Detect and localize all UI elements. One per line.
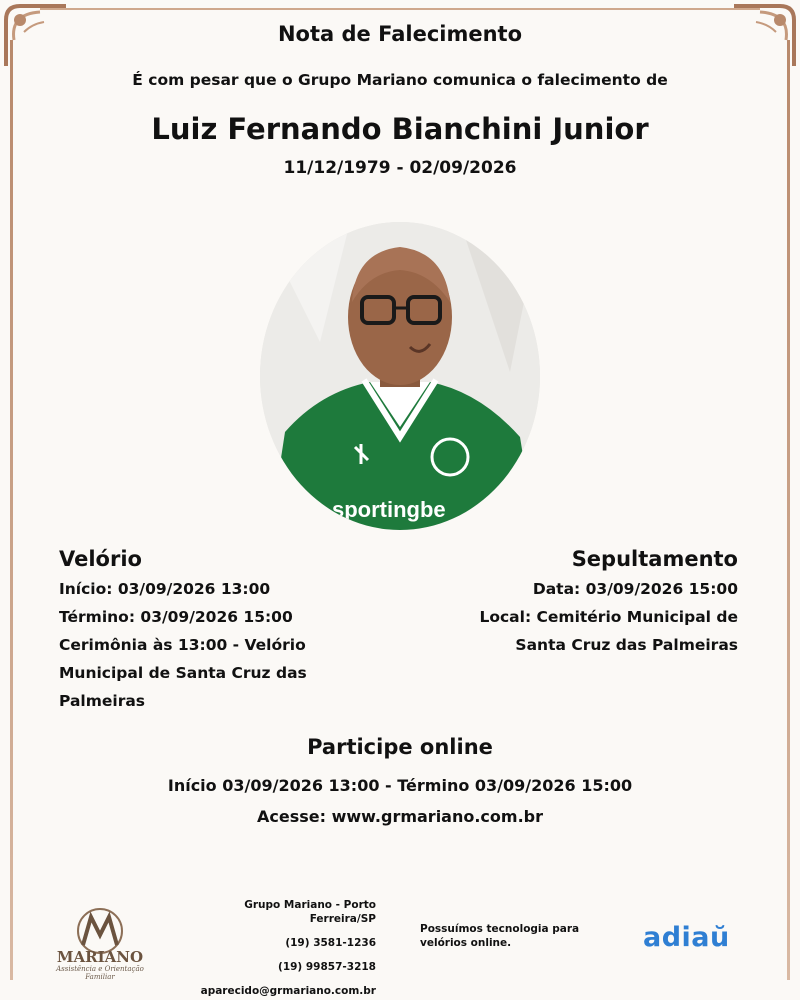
sepultamento-location: Local: Cemitério Municipal de <box>479 608 738 626</box>
tech-note-line2: velórios online. <box>420 937 512 949</box>
sepultamento-section <box>408 547 738 659</box>
sepultamento-date: Data: 03/09/2026 15:00 <box>532 580 738 598</box>
velorio-start: Início: 03/09/2026 13:00 <box>59 580 271 598</box>
company-name: Grupo Mariano - Porto <box>244 899 376 911</box>
velorio-section <box>59 547 359 715</box>
velorio-ceremony-line3: Palmeiras <box>59 692 146 710</box>
life-dates: 11/12/1979 - 02/09/2026 <box>283 158 517 178</box>
tech-note-line1: Possuímos tecnologia para <box>420 923 580 935</box>
phone-2[interactable]: (19) 99857-3218 <box>278 961 376 973</box>
tech-note <box>420 922 610 950</box>
right-border <box>787 40 790 980</box>
left-border <box>10 40 13 980</box>
velorio-end: Término: 03/09/2026 15:00 <box>59 608 293 626</box>
online-heading: Participe online <box>307 735 493 759</box>
mariano-tagline: Assistência e Orientação Familiar <box>56 965 144 981</box>
mariano-logo-text: MARIANO <box>56 948 144 965</box>
page-title: Nota de Falecimento <box>277 22 523 46</box>
online-access-link[interactable]: Acesse: www.grmariano.com.br <box>257 807 543 826</box>
sepultamento-location-line2: Santa Cruz das Palmeiras <box>515 636 738 654</box>
velorio-heading: Velório <box>59 547 142 571</box>
online-times: Início 03/09/2026 13:00 - Término 03/09/2026 15:00 <box>167 776 633 795</box>
company-location: Ferreira/SP <box>309 913 376 925</box>
email-link[interactable]: aparecido@grmariano.com.br <box>200 985 376 997</box>
mariano-logo <box>45 905 155 981</box>
mariano-logo-icon <box>45 905 155 965</box>
velorio-ceremony-line2: Municipal de Santa Cruz das <box>59 664 307 682</box>
contact-info <box>186 898 376 998</box>
announcement-text: É com pesar que o Grupo Mariano comunica o falecimento de <box>132 71 668 89</box>
top-border <box>40 8 760 10</box>
deceased-name: Luiz Fernando Bianchini Junior <box>151 112 649 146</box>
phone-1[interactable]: (19) 3581-1236 <box>285 937 376 949</box>
velorio-ceremony: Cerimônia às 13:00 - Velório <box>59 636 306 654</box>
portrait-photo <box>260 222 540 530</box>
adiau-logo: adiaŭ <box>643 922 730 953</box>
shirt-text: sportingbe <box>332 497 446 522</box>
sepultamento-heading: Sepultamento <box>571 547 738 571</box>
